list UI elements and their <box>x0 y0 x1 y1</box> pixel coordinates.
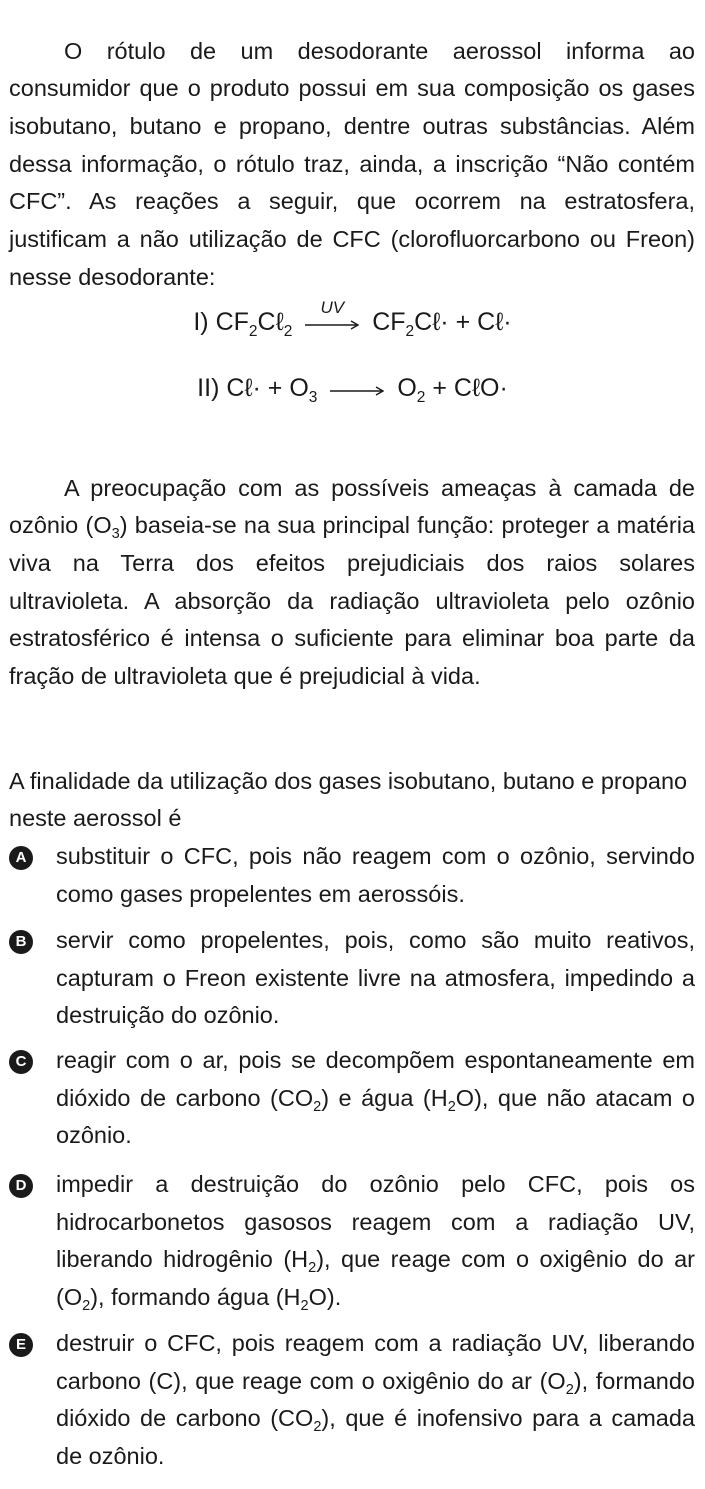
product-o2: $O_2$ <box>397 374 426 407</box>
option-a-letter-icon: A <box>9 846 33 870</box>
option-d-letter-icon: D <box>9 1174 33 1198</box>
reaction-arrow-icon <box>330 378 384 400</box>
question-stem: A finalidade da utilização dos gases isobutano, butano e propano neste aerossol é <box>9 767 688 832</box>
option-d-text: impedir a destruição do ozônio pelo CFC, pois os hidrocarbonetos gasosos reagem com a radiação UV, liberando hidrogênio $(H_2)$, que reage com o oxigênio do ar $(O_2)$, formando água $(H_2O)$. <box>56 1171 696 1315</box>
plus-sign: + <box>267 374 283 402</box>
option-e-letter-icon: E <box>9 1333 33 1357</box>
product-cl-radical: Cℓ· <box>477 308 512 336</box>
reaction-equation-2 <box>0 374 705 407</box>
equation-label: I) <box>193 308 209 336</box>
option-e-text: destruir o CFC, pois reagem com a radiação UV, liberando carbono (C), que reage com o oxigênio do ar $(O_2)$, formando dióxido de carbono $(CO_2)$, que é inofensivo para a camada de ozônio. <box>56 1330 696 1470</box>
option-b[interactable] <box>9 922 695 1035</box>
option-c-letter-icon: C <box>9 1050 33 1074</box>
equation-label: II) <box>197 374 220 402</box>
option-d[interactable] <box>9 1166 695 1317</box>
reactant-o3: $O_3$ <box>289 374 318 407</box>
intro-paragraph: O rótulo de um desodorante aerossol informa ao consumidor que o produto possui em sua composição os gases isobutano, butano e propano, dentre outras substâncias. Além dessa informação, o rótulo traz, ainda, a inscrição “Não contém CFC”. As reações a seguir, que ocorrem na estratosfera, justificam a não utilização de CFC (clorofluorcarbono ou Freon) nesse desodorante: <box>9 37 695 290</box>
plus-sign: + <box>432 374 447 402</box>
option-b-letter-icon: B <box>9 930 33 954</box>
product-clo-radical: CℓO· <box>453 374 508 402</box>
option-b-text: servir como propelentes, pois, como são muito reativos, capturam o Freon existente livre na atmosfera, impedindo a destruição do ozônio. <box>56 927 695 1029</box>
option-c[interactable] <box>9 1042 695 1155</box>
reaction-equation-1 <box>0 298 705 341</box>
option-e[interactable] <box>9 1325 695 1476</box>
arrow-label: UV <box>320 298 345 318</box>
option-a[interactable] <box>9 838 695 913</box>
context-paragraph: A preocupação com as possíveis ameaças à camada de ozônio $(O_3)$ baseia-se na sua principal função: proteger a matéria viva na Terra dos efeitos prejudiciais dos raios solares ultravioleta. A absorção da radiação ultravioleta pelo ozônio estratosférico é intensa o suficiente para eliminar boa parte da fração de ultravioleta que é prejudicial à vida. <box>9 474 695 690</box>
option-c-text: reagir com o ar, pois se decompõem espontaneamente em dióxido de carbono $(CO_2)$ e água $(H_2O)$, que não atacam o ozônio. <box>56 1047 695 1149</box>
plus-sign: + <box>455 308 471 336</box>
product-cf2cl: $CF_2C\ell\cdot$ <box>372 308 449 341</box>
reaction-arrow-uv-icon <box>305 298 359 334</box>
reactant-cl-radical: Cℓ· <box>226 374 261 402</box>
reactant-cf2cl2: $CF_2C\ell_2$ <box>215 308 293 341</box>
option-a-text: substituir o CFC, pois não reagem com o ozônio, servindo como gases propelentes em aerossóis. <box>56 843 695 907</box>
